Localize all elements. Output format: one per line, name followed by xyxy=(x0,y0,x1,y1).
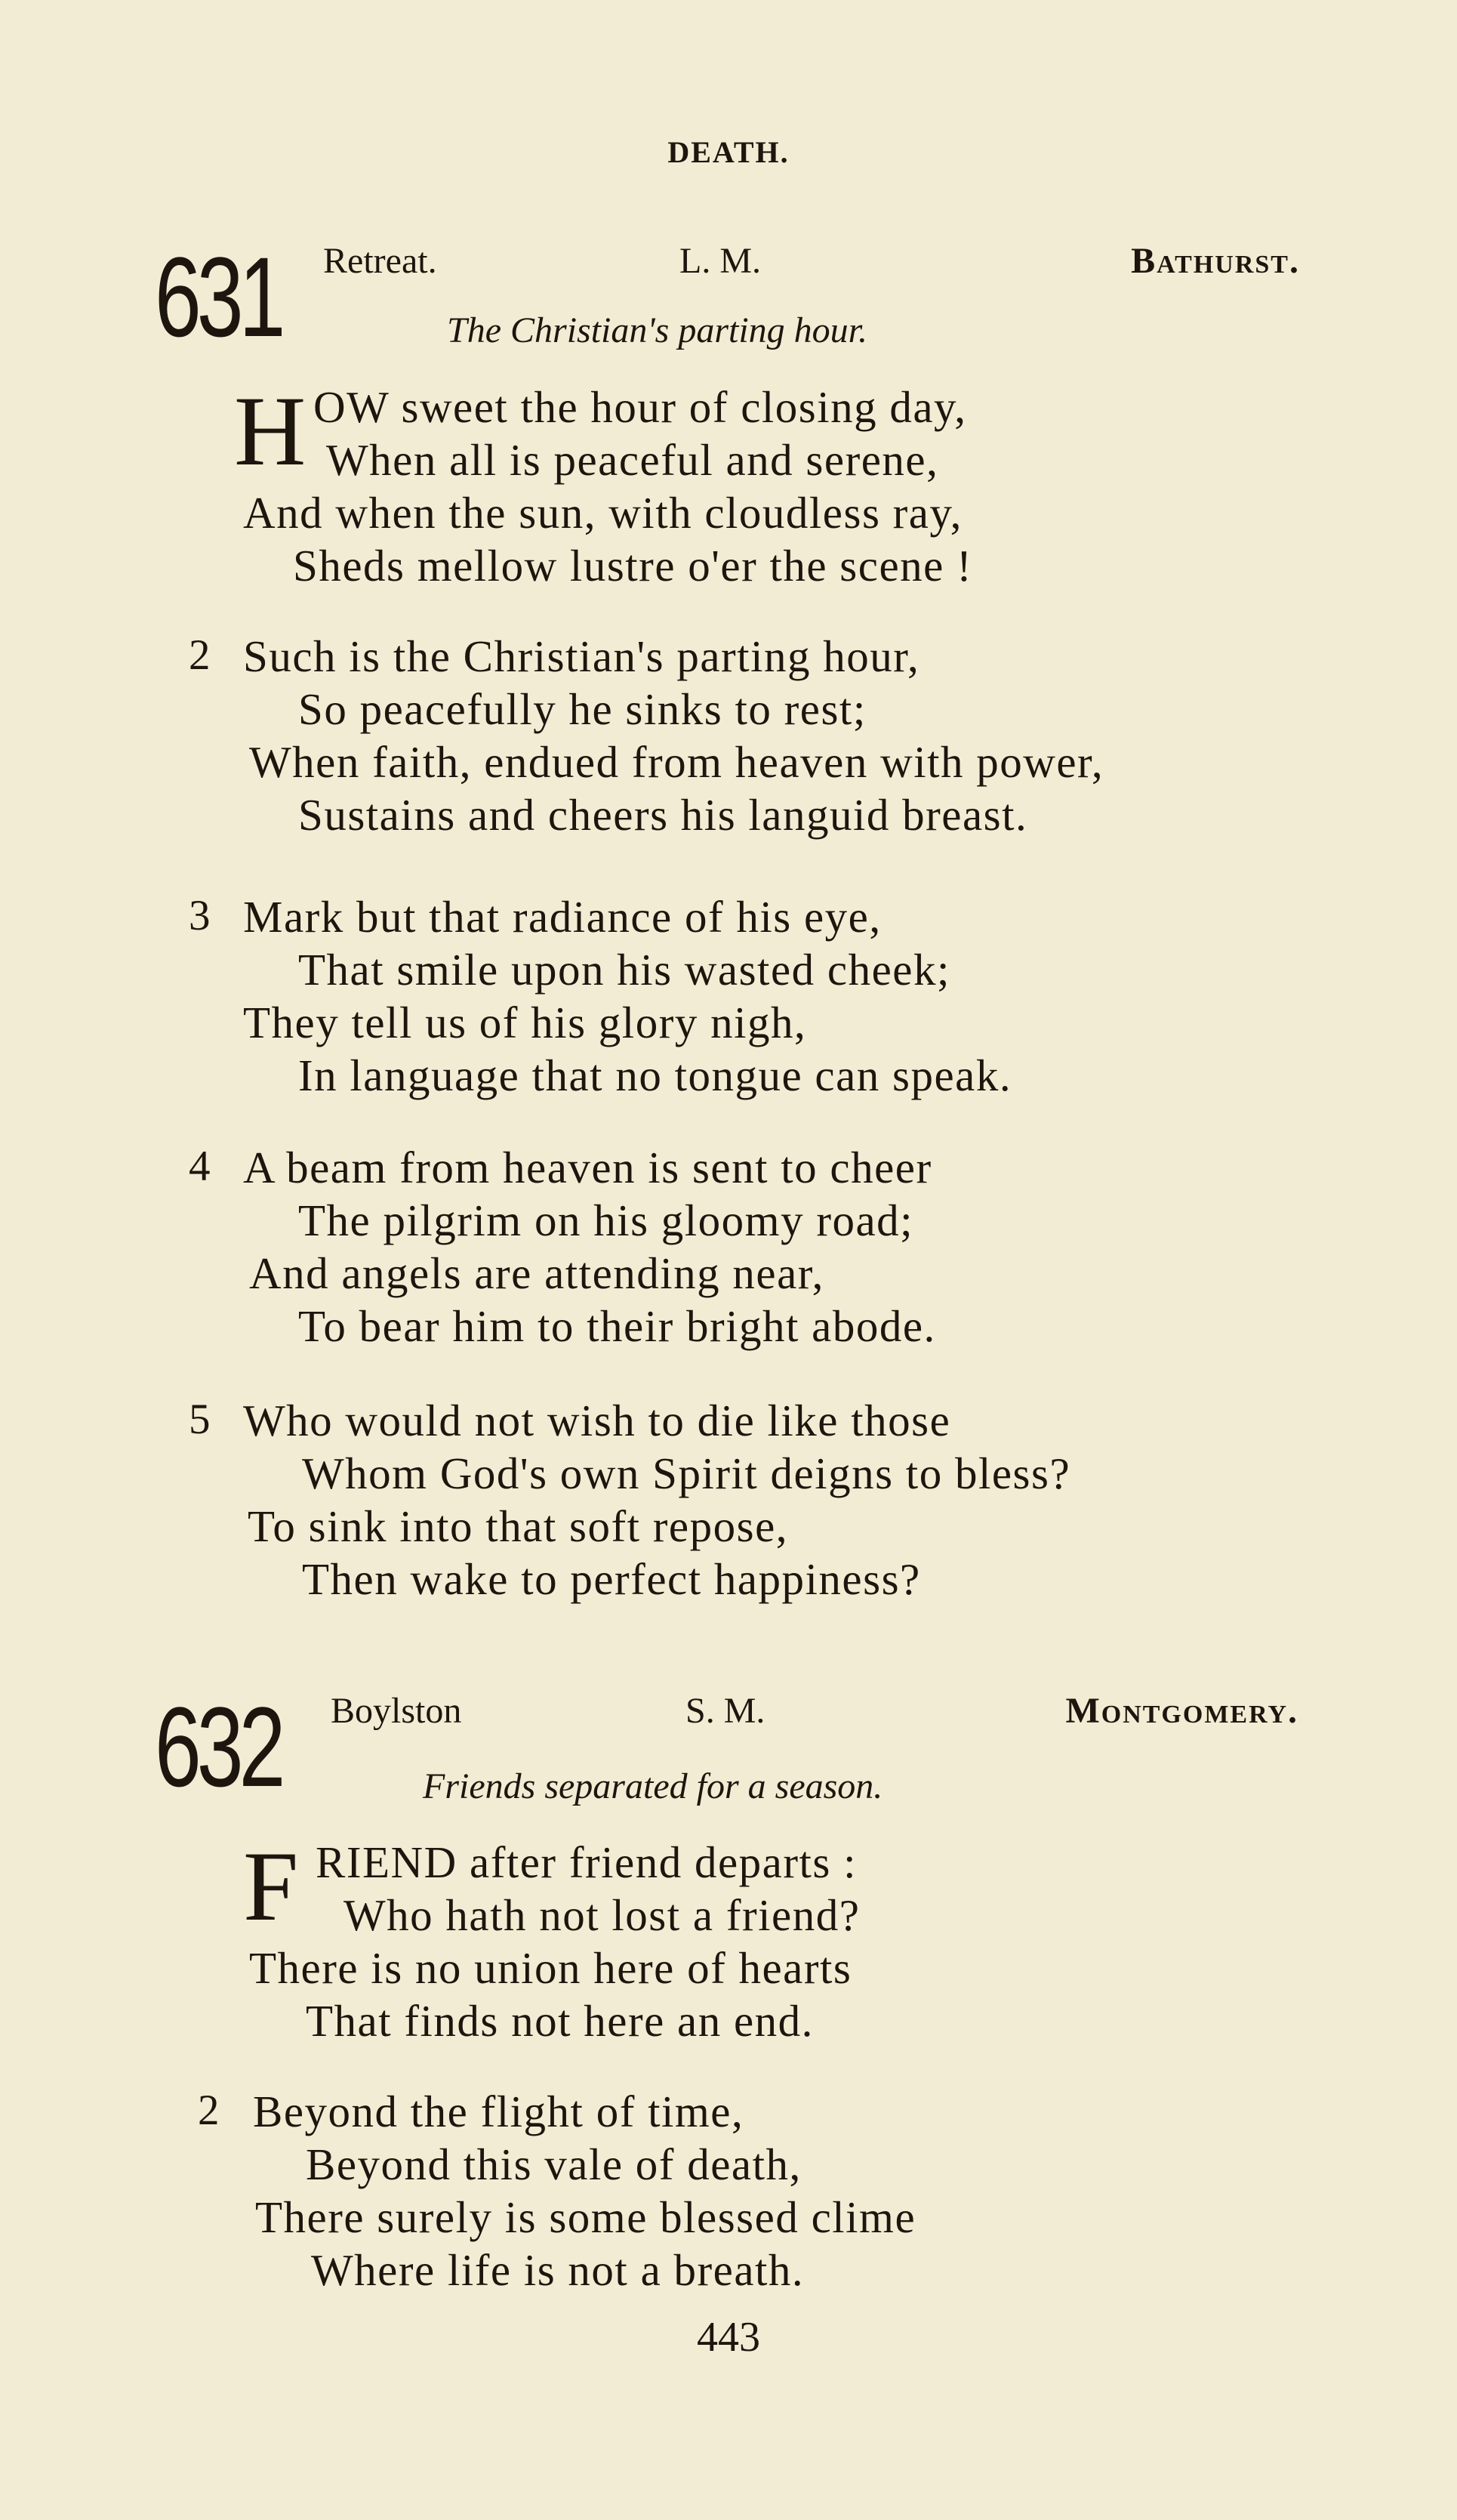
verse-line: A beam from heaven is sent to cheer xyxy=(243,1143,932,1192)
author: Montgomery. xyxy=(1065,1691,1298,1731)
verse-line: That finds not here an end. xyxy=(306,1996,814,2046)
verse-number: 4 xyxy=(189,1143,211,1190)
running-head: DEATH. xyxy=(667,135,790,169)
verse-line: Beyond the flight of time, xyxy=(253,2087,744,2136)
verse-line: Such is the Christian's parting hour, xyxy=(243,631,920,681)
verse-line: Who would not wish to die like those xyxy=(243,1396,951,1445)
hymn-number: 631 xyxy=(155,233,282,360)
verse-line: Who hath not lost a friend? xyxy=(343,1890,861,1940)
verse-line: Then wake to perfect happiness? xyxy=(302,1554,921,1604)
meter: L. M. xyxy=(679,241,761,281)
page-number: 443 xyxy=(697,2314,760,2361)
verse-line: When faith, endued from heaven with power, xyxy=(249,737,1104,787)
verse-line: They tell us of his glory nigh, xyxy=(243,998,807,1047)
tune-name: Retreat. xyxy=(323,241,437,281)
verse-line: And angels are attending near, xyxy=(249,1248,824,1298)
verse-number: 5 xyxy=(189,1396,211,1443)
verse-number: 2 xyxy=(198,2087,220,2134)
verse-line: The pilgrim on his gloomy road; xyxy=(298,1195,914,1245)
hymn-subtitle: Friends separated for a season. xyxy=(423,1766,883,1806)
verse-line: To bear him to their bright abode. xyxy=(298,1301,936,1351)
verse-line: There surely is some blessed clime xyxy=(255,2192,916,2242)
verse-number: 3 xyxy=(189,892,211,939)
verse-line: In language that no tongue can speak. xyxy=(298,1050,1012,1100)
verse-line: And when the sun, with cloudless ray, xyxy=(243,488,963,538)
verse-line: Whom God's own Spirit deigns to bless? xyxy=(302,1448,1071,1498)
verse-line: RIEND after friend departs : xyxy=(316,1837,857,1887)
verse-line: To sink into that soft repose, xyxy=(248,1501,789,1551)
verse-line: Sustains and cheers his languid breast. xyxy=(298,790,1028,840)
verse-number: 2 xyxy=(189,631,211,679)
meter: S. M. xyxy=(685,1691,765,1731)
verse-line: That smile upon his wasted cheek; xyxy=(298,945,950,995)
hymn-subtitle: The Christian's parting hour. xyxy=(447,310,868,350)
verse-line: Beyond this vale of death, xyxy=(306,2139,802,2189)
verse-line: Mark but that radiance of his eye, xyxy=(243,892,882,942)
drop-cap: H xyxy=(234,375,306,486)
drop-cap: F xyxy=(243,1831,299,1942)
verse-line: Where life is not a breath. xyxy=(311,2245,805,2295)
verse-line: Sheds mellow lustre o'er the scene ! xyxy=(293,541,973,591)
hymn-number: 632 xyxy=(155,1683,282,1810)
tune-name: Boylston xyxy=(331,1691,462,1731)
verse-line: OW sweet the hour of closing day, xyxy=(313,382,967,432)
author: Bathurst. xyxy=(1131,241,1300,281)
verse-line: When all is peaceful and serene, xyxy=(326,435,939,485)
verse-line: So peacefully he sinks to rest; xyxy=(298,684,867,734)
verse-line: There is no union here of hearts xyxy=(249,1943,852,1993)
